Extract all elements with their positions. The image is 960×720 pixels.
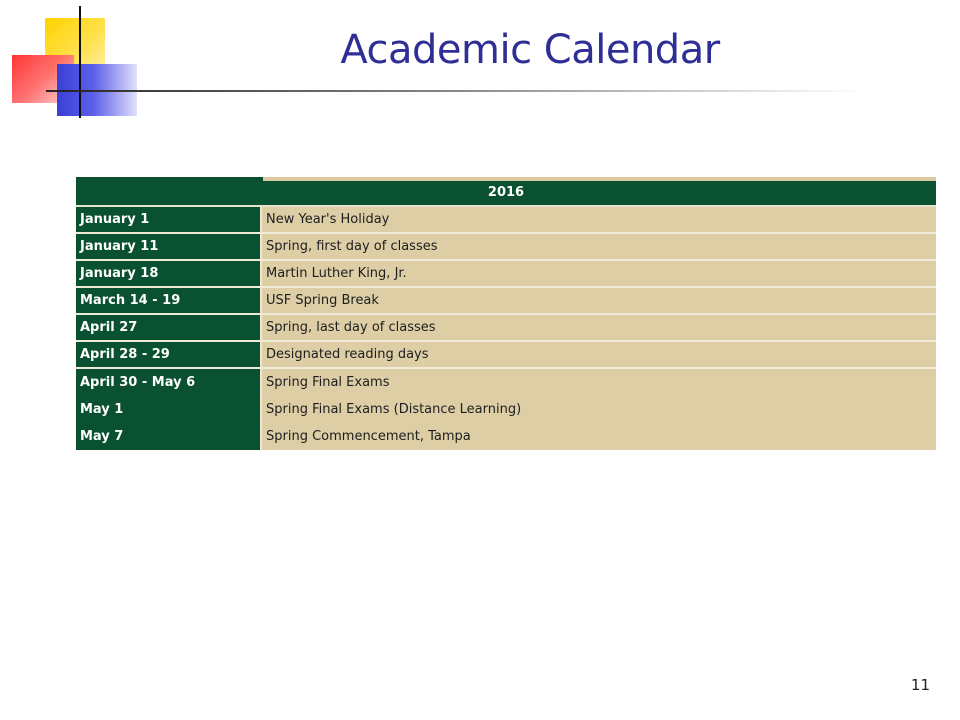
table-row [76, 207, 936, 234]
slide-title: Academic Calendar [340, 27, 720, 73]
table-row [76, 234, 936, 261]
table-row [76, 261, 936, 288]
page-number: 11 [910, 676, 930, 694]
table-top-edge-right [263, 177, 936, 181]
date-cell: May 7 [76, 423, 262, 450]
table-row [76, 396, 936, 423]
event-cell: Spring Final Exams [262, 369, 936, 396]
date-cell: January 11 [76, 234, 262, 259]
table-row [76, 342, 936, 369]
date-cell: April 30 - May 6 [76, 369, 262, 396]
title-underline-rule [46, 90, 866, 92]
table-row [76, 423, 936, 450]
date-cell: April 27 [76, 315, 262, 340]
date-cell: January 18 [76, 261, 262, 286]
slide-title-wrapper [0, 24, 960, 76]
event-cell: USF Spring Break [262, 288, 936, 313]
event-cell: Martin Luther King, Jr. [262, 261, 936, 286]
event-cell: New Year's Holiday [262, 207, 936, 232]
event-cell: Spring Final Exams (Distance Learning) [262, 396, 936, 423]
date-cell: April 28 - 29 [76, 342, 262, 367]
event-cell: Spring Commencement, Tampa [262, 423, 936, 450]
event-cell: Spring, first day of classes [262, 234, 936, 259]
table-row [76, 288, 936, 315]
date-cell: March 14 - 19 [76, 288, 262, 313]
event-cell: Designated reading days [262, 342, 936, 367]
date-cell: May 1 [76, 396, 262, 423]
event-cell: Spring, last day of classes [262, 315, 936, 340]
table-row [76, 369, 936, 396]
table-top-edge-left [76, 177, 263, 181]
academic-calendar-table [76, 177, 936, 450]
year-header: 2016 [76, 181, 936, 207]
date-cell: January 1 [76, 207, 262, 232]
table-row [76, 315, 936, 342]
